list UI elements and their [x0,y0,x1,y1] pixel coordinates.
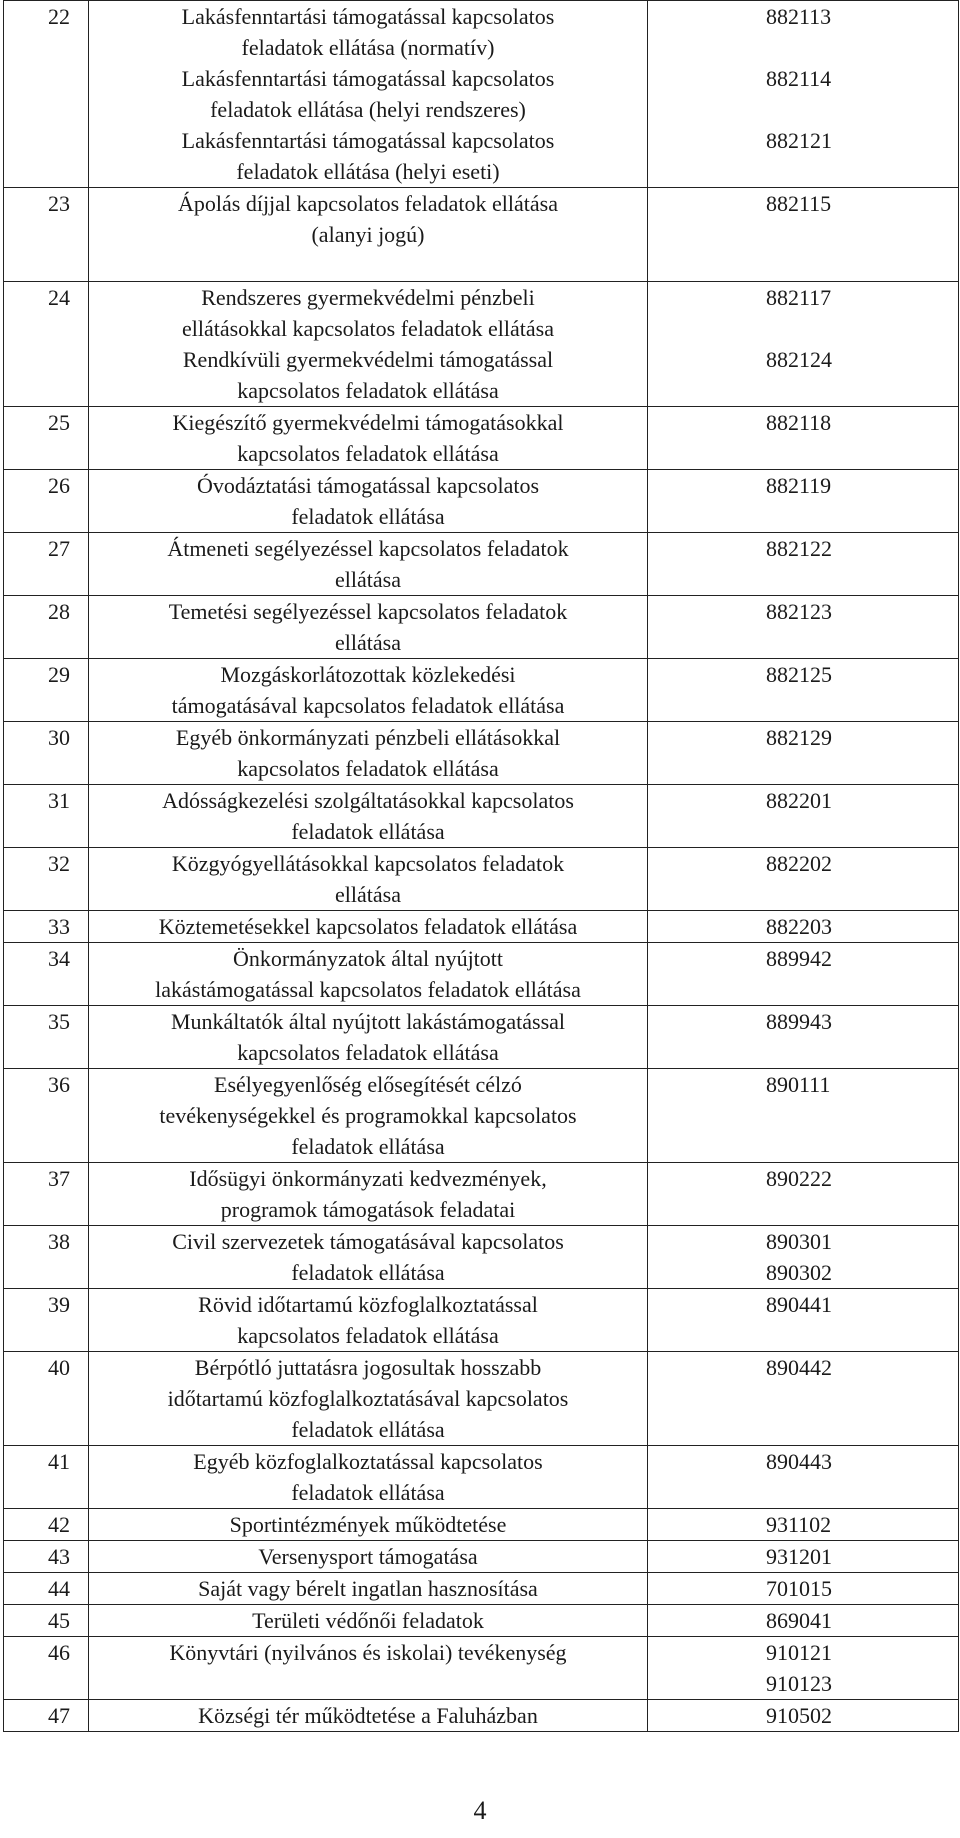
activity-code [766,627,958,658]
activity-description-cell [89,785,648,848]
activity-description-cell [89,407,648,470]
activity-code [766,1320,958,1351]
description-line: Átmeneti segélyezéssel kapcsolatos feladatok [167,536,569,561]
description-line: tevékenységekkel és programokkal kapcsolatos [159,1103,577,1128]
row-number-cell [4,1069,89,1163]
activity-code [766,94,958,125]
table-row [4,533,959,596]
row-number: 29 [48,662,70,687]
description-line: időtartamú közfoglalkoztatásával kapcsolatos [167,1386,569,1411]
row-number: 40 [48,1355,70,1380]
activity-code: 931201 [766,1544,832,1569]
table-row [4,282,959,407]
activity-description-cell [89,1541,648,1573]
activity-code: 910502 [766,1703,832,1728]
activity-code-cell [648,407,959,470]
activity-code-cell [648,1006,959,1069]
row-number: 26 [48,473,70,498]
description-line: programok támogatások feladatai [220,1197,516,1222]
row-number-cell [4,848,89,911]
description-line [89,1668,647,1699]
activity-code-cell [648,659,959,722]
table-row [4,722,959,785]
description-line: Rendkívüli gyermekvédelmi támogatással [182,347,554,372]
activity-code [766,219,958,250]
activity-code: 890111 [766,1072,831,1097]
activity-code: 882115 [766,191,832,216]
row-number: 47 [48,1703,70,1728]
row-number-cell [4,1289,89,1352]
row-number-cell [4,1605,89,1637]
activity-code: 890442 [766,1355,832,1380]
activity-code: 890302 [766,1260,832,1285]
activity-code: 701015 [766,1576,832,1601]
description-line: feladatok ellátása [291,819,445,844]
activity-description-cell [89,1700,648,1732]
activity-description-cell [89,1163,648,1226]
activity-code: 910123 [766,1671,832,1696]
activity-description-cell [89,1069,648,1163]
description-line: Idősügyi önkormányzati kedvezmények, [189,1166,547,1191]
row-number-cell [4,1006,89,1069]
table-row [4,848,959,911]
activity-code: 890301 [766,1229,832,1254]
activity-code: 882114 [766,66,832,91]
page-number: 4 [473,1796,487,1825]
activity-code-cell [648,1637,959,1700]
table-row [4,1069,959,1163]
activity-code [766,1131,958,1162]
activity-code: 889942 [766,946,832,971]
description-line [89,250,647,281]
row-number: 27 [48,536,70,561]
activity-code-cell [648,1541,959,1573]
activity-code [766,313,958,344]
row-number: 38 [48,1229,70,1254]
table-row [4,911,959,943]
row-number: 31 [48,788,70,813]
description-line: kapcsolatos feladatok ellátása [237,1323,499,1348]
activity-code [766,156,958,187]
description-line: ellátása [335,630,401,655]
description-line: Lakásfenntartási támogatással kapcsolatos [181,4,555,29]
activity-code [766,1477,958,1508]
row-number-cell [4,188,89,282]
table-row [4,1163,959,1226]
row-number: 34 [48,946,70,971]
description-line: Egyéb önkormányzati pénzbeli ellátásokkal [175,725,561,750]
activity-description-cell [89,533,648,596]
activity-code-cell [648,1352,959,1446]
description-line: feladatok ellátása (helyi eseti) [236,159,500,184]
activity-code [766,816,958,847]
activity-description-cell [89,1637,648,1700]
activity-description-cell [89,282,648,407]
row-number: 33 [48,914,70,939]
row-number-cell [4,659,89,722]
row-number-cell [4,785,89,848]
description-line: Temetési segélyezéssel kapcsolatos feladatok [168,599,568,624]
description-line: Óvodáztatási támogatással kapcsolatos [196,473,540,498]
activity-description-cell [89,1352,648,1446]
table-row [4,188,959,282]
activity-code-cell [648,282,959,407]
description-line: Rendszeres gyermekvédelmi pénzbeli [201,285,535,310]
description-line: Bérpótló juttatásra jogosultak hosszabb [194,1355,542,1380]
description-line: kapcsolatos feladatok ellátása [237,756,499,781]
activity-code [766,1194,958,1225]
row-number-cell [4,943,89,1006]
activity-code-cell [648,943,959,1006]
activity-code: 931102 [766,1512,832,1537]
description-line: Könyvtári (nyilvános és iskolai) tevékenység [169,1640,567,1665]
activity-code-cell [648,596,959,659]
activity-code: 882117 [766,285,832,310]
activity-code [766,753,958,784]
table-row [4,1637,959,1700]
activity-code: 882118 [766,410,832,435]
activity-description-cell [89,1,648,188]
activity-code: 890441 [766,1292,832,1317]
row-number-cell [4,1,89,188]
activity-description-cell [89,1509,648,1541]
description-line: ellátása [335,882,401,907]
activity-code-cell [648,1573,959,1605]
activity-code-cell [648,1446,959,1509]
description-line: Mozgáskorlátozottak közlekedési [220,662,516,687]
activity-code: 882129 [766,725,832,750]
row-number: 41 [48,1449,70,1474]
activity-code-cell [648,1289,959,1352]
table-row [4,1006,959,1069]
activity-code: 882122 [766,536,832,561]
description-line: Civil szervezetek támogatásával kapcsolatos [172,1229,564,1254]
activity-description-cell [89,848,648,911]
row-number: 43 [48,1544,70,1569]
activity-code [766,1037,958,1068]
description-line: támogatásával kapcsolatos feladatok ellátása [171,693,565,718]
row-number-cell [4,1509,89,1541]
row-number-cell [4,1226,89,1289]
activity-code [766,690,958,721]
activity-code-cell [648,188,959,282]
activity-description-cell [89,1006,648,1069]
activity-code: 882125 [766,662,832,687]
row-number: 39 [48,1292,70,1317]
activity-code: 882121 [766,128,832,153]
row-number-cell [4,1446,89,1509]
activity-code [766,501,958,532]
description-line: Területi védőnői feladatok [252,1608,484,1633]
table-row [4,1509,959,1541]
description-line: Munkáltatók által nyújtott lakástámogatással [170,1009,566,1034]
table-row [4,1226,959,1289]
activity-description-cell [89,470,648,533]
description-line: feladatok ellátása [291,1134,445,1159]
description-line: Egyéb közfoglalkoztatással kapcsolatos [193,1449,543,1474]
activity-description-cell [89,911,648,943]
description-line: Saját vagy bérelt ingatlan hasznosítása [198,1576,538,1601]
activity-code [766,1100,958,1131]
row-number-cell [4,1352,89,1446]
description-line: feladatok ellátása (helyi rendszeres) [210,97,526,122]
description-line: Versenysport támogatása [258,1544,478,1569]
table-row [4,1541,959,1573]
description-line: Adósságkezelési szolgáltatásokkal kapcsolatos [162,788,574,813]
activity-code [766,564,958,595]
table-row [4,1352,959,1446]
table-row [4,943,959,1006]
activity-code-table [3,0,959,1732]
description-line: feladatok ellátása [291,504,445,529]
description-line: Községi tér működtetése a Faluházban [198,1703,538,1728]
row-number: 37 [48,1166,70,1191]
row-number: 22 [48,4,70,29]
activity-description-cell [89,1573,648,1605]
activity-code-cell [648,911,959,943]
description-line: Sportintézmények működtetése [229,1512,507,1537]
description-line: kapcsolatos feladatok ellátása [237,378,499,403]
row-number-cell [4,722,89,785]
row-number: 46 [48,1640,70,1665]
description-line: feladatok ellátása [291,1260,445,1285]
activity-code: 882202 [766,851,832,876]
description-line: feladatok ellátása (normatív) [241,35,495,60]
table-row [4,407,959,470]
activity-code: 882119 [766,473,832,498]
table-row [4,1605,959,1637]
activity-description-cell [89,188,648,282]
activity-code [766,375,958,406]
row-number: 36 [48,1072,70,1097]
activity-code-cell [648,1509,959,1541]
row-number: 30 [48,725,70,750]
table-body [4,1,959,1732]
row-number: 23 [48,191,70,216]
activity-code-cell [648,1700,959,1732]
activity-code-cell [648,1069,959,1163]
activity-code: 882123 [766,599,832,624]
table-row [4,659,959,722]
table-row [4,1573,959,1605]
activity-code [766,974,958,1005]
activity-description-cell [89,1226,648,1289]
row-number: 32 [48,851,70,876]
activity-code [766,1383,958,1414]
activity-code-cell [648,470,959,533]
row-number: 24 [48,285,70,310]
row-number-cell [4,470,89,533]
activity-code: 910121 [766,1640,832,1665]
activity-code-cell [648,722,959,785]
description-line: Köztemetésekkel kapcsolatos feladatok ellátása [158,914,578,939]
row-number-cell [4,1573,89,1605]
activity-code: 882124 [766,347,832,372]
table-row [4,1700,959,1732]
activity-code: 882203 [766,914,832,939]
activity-description-cell [89,1605,648,1637]
row-number-cell [4,596,89,659]
description-line: Lakásfenntartási támogatással kapcsolatos [181,128,555,153]
description-line: (alanyi jogú) [311,222,425,247]
row-number-cell [4,533,89,596]
description-line: lakástámogatással kapcsolatos feladatok ellátása [155,977,581,1002]
activity-code: 890222 [766,1166,832,1191]
row-number-cell [4,282,89,407]
activity-description-cell [89,1446,648,1509]
activity-code: 890443 [766,1449,832,1474]
row-number: 25 [48,410,70,435]
row-number: 28 [48,599,70,624]
row-number-cell [4,1700,89,1732]
table-row [4,1446,959,1509]
description-line: ellátása [335,567,401,592]
table-row [4,785,959,848]
description-line: Rövid időtartamú közfoglalkoztatással [198,1292,538,1317]
description-line: Ápolás díjjal kapcsolatos feladatok ellátása [178,191,558,216]
activity-description-cell [89,1289,648,1352]
row-number: 45 [48,1608,70,1633]
activity-description-cell [89,722,648,785]
description-line: Esélyegyenlőség elősegítését célzó [214,1072,522,1097]
table-row [4,596,959,659]
activity-code: 869041 [766,1608,832,1633]
activity-code-cell [648,1605,959,1637]
activity-code [766,879,958,910]
row-number-cell [4,1637,89,1700]
description-line: kapcsolatos feladatok ellátása [237,1040,499,1065]
table-row [4,470,959,533]
activity-code: 882113 [766,4,832,29]
row-number-cell [4,1541,89,1573]
description-line: feladatok ellátása [291,1480,445,1505]
activity-code [766,32,958,63]
row-number-cell [4,1163,89,1226]
activity-code [766,438,958,469]
activity-description-cell [89,943,648,1006]
row-number: 35 [48,1009,70,1034]
activity-code [766,1414,958,1445]
activity-code-cell [648,1226,959,1289]
activity-code-cell [648,1163,959,1226]
description-line: kapcsolatos feladatok ellátása [237,441,499,466]
activity-description-cell [89,596,648,659]
description-line: ellátásokkal kapcsolatos feladatok ellátása [181,316,554,341]
activity-code [766,250,958,281]
activity-code-cell [648,533,959,596]
activity-code-cell [648,848,959,911]
description-line: Lakásfenntartási támogatással kapcsolatos [181,66,555,91]
activity-code-cell [648,785,959,848]
description-line: Közgyógyellátásokkal kapcsolatos feladatok [171,851,565,876]
activity-code: 889943 [766,1009,832,1034]
table-row [4,1289,959,1352]
row-number-cell [4,407,89,470]
activity-code-cell [648,1,959,188]
row-number: 42 [48,1512,70,1537]
table-row [4,1,959,188]
description-line: Önkormányzatok által nyújtott [232,946,504,971]
row-number-cell [4,911,89,943]
activity-description-cell [89,659,648,722]
description-line: Kiegészítő gyermekvédelmi támogatásokkal [172,410,564,435]
row-number: 44 [48,1576,70,1601]
description-line: feladatok ellátása [291,1417,445,1442]
activity-code: 882201 [766,788,832,813]
